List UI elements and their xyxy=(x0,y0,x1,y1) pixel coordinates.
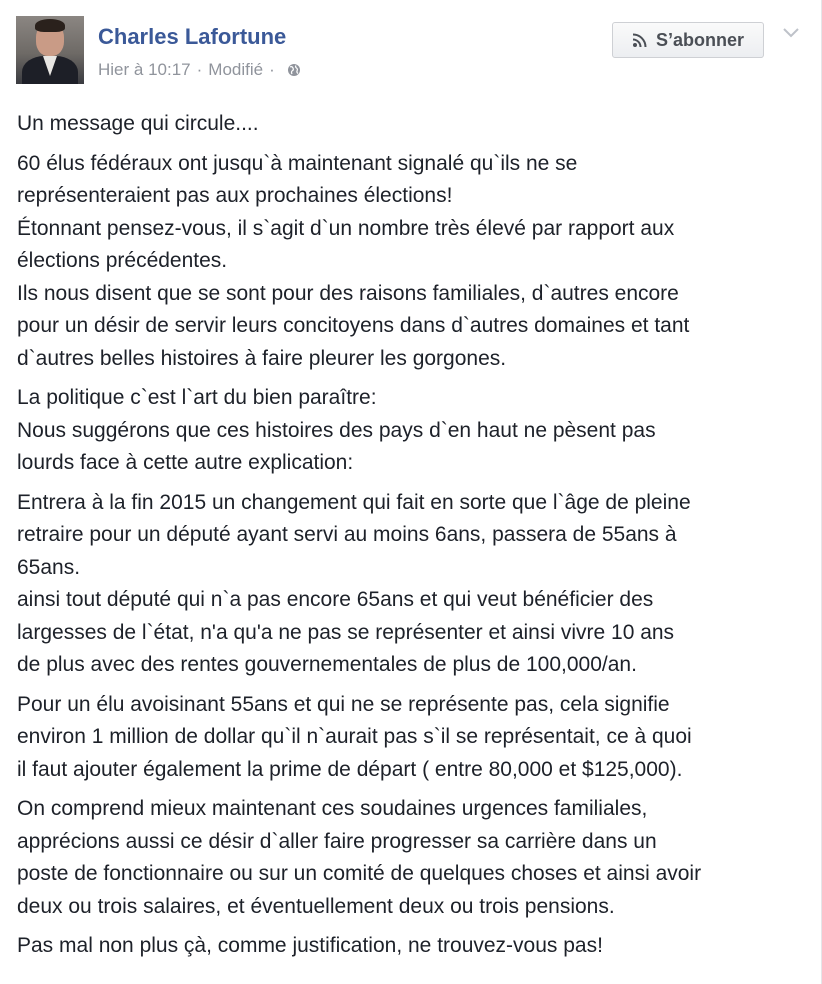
text-line: Pour un élu avoisinant 55ans et qui ne se représente pas, cela signifie xyxy=(17,692,670,716)
text-line: Pas mal non plus çà, comme justification, ne trouvez-vous pas! xyxy=(17,934,603,957)
rss-icon xyxy=(632,32,648,48)
paragraph-5 xyxy=(17,689,807,787)
text-line: Nous suggérons que ces histoires des pays d`en haut ne pèsent pas xyxy=(17,418,656,442)
text-line: On comprend mieux maintenant ces soudaines urgences familiales, xyxy=(17,797,648,820)
text-line: Ils nous disent que se sont pour des raisons familiales, d`autres encore xyxy=(17,281,679,305)
text-line: Étonnant pensez-vous, il s`agit d`un nombre très élevé par rapport aux xyxy=(17,216,675,240)
post-body xyxy=(17,108,807,970)
globe-icon[interactable] xyxy=(287,63,301,77)
text-line: La politique c`est l`art du bien paraître: xyxy=(17,386,377,409)
chevron-down-icon[interactable] xyxy=(782,26,800,40)
text-line: 65ans. xyxy=(17,555,81,579)
text-line: Un message qui circule.... xyxy=(17,112,259,135)
text-line: de plus avec des rentes gouvernementales de plus de 100,000/an. xyxy=(17,653,637,676)
paragraph-6 xyxy=(17,793,807,923)
edited-label[interactable]: Modifié xyxy=(208,60,264,79)
text-line: apprécions aussi ce désir d`aller faire progresser sa carrière dans un xyxy=(17,829,657,853)
text-line: 60 élus fédéraux ont jusqu`à maintenant signalé qu`ils ne se xyxy=(17,151,578,175)
paragraph-1 xyxy=(17,108,807,141)
post-timestamp[interactable]: Hier à 10:17 xyxy=(98,60,191,79)
subscribe-button[interactable] xyxy=(612,22,764,58)
meta-separator: · xyxy=(196,60,203,79)
text-line: environ 1 million de dollar qu`il n`aurait pas s`il se représentait, ce à quoi xyxy=(17,725,692,748)
meta-separator: · xyxy=(269,60,275,79)
author-avatar[interactable] xyxy=(16,16,84,84)
text-line: ainsi tout député qui n`a pas encore 65ans et qui veut bénéficier des xyxy=(17,588,654,611)
paragraph-4 xyxy=(17,487,807,682)
author-name-link[interactable]: Charles Lafortune xyxy=(98,24,287,49)
text-line: d`autres belles histoires à faire pleurer les gorgones. xyxy=(17,346,507,370)
text-line: largesses de l`état, n'a qu'a ne pas se représenter et ainsi vivre 10 ans xyxy=(17,620,675,644)
text-line: Entrera à la fin 2015 un changement qui fait en sorte que l`âge de pleine xyxy=(17,490,691,514)
paragraph-7 xyxy=(17,930,807,963)
text-line: représenteraient pas aux prochaines élections! xyxy=(17,184,453,207)
text-line: il faut ajouter également la prime de départ ( entre 80,000 et $125,000). xyxy=(17,757,683,781)
text-line: retraire pour un député ayant servi au moins 6ans, passera de 55ans à xyxy=(17,523,677,546)
text-line: élections précédentes. xyxy=(17,249,228,272)
post-meta xyxy=(98,60,301,80)
paragraph-3 xyxy=(17,382,807,480)
post-header xyxy=(16,16,821,86)
text-line: pour un désir de servir leurs concitoyens dans d`autres domaines et tant xyxy=(17,314,690,337)
text-line: lourds face à cette autre explication: xyxy=(17,451,354,474)
avatar-hair xyxy=(35,19,65,32)
subscribe-label: S’abonner xyxy=(655,29,744,50)
text-line: poste de fonctionnaire ou sur un comité de quelques choses et ainsi avoir xyxy=(17,862,702,885)
paragraph-2 xyxy=(17,148,807,376)
text-line: deux ou trois salaires, et éventuellement deux ou trois pensions. xyxy=(17,894,615,918)
